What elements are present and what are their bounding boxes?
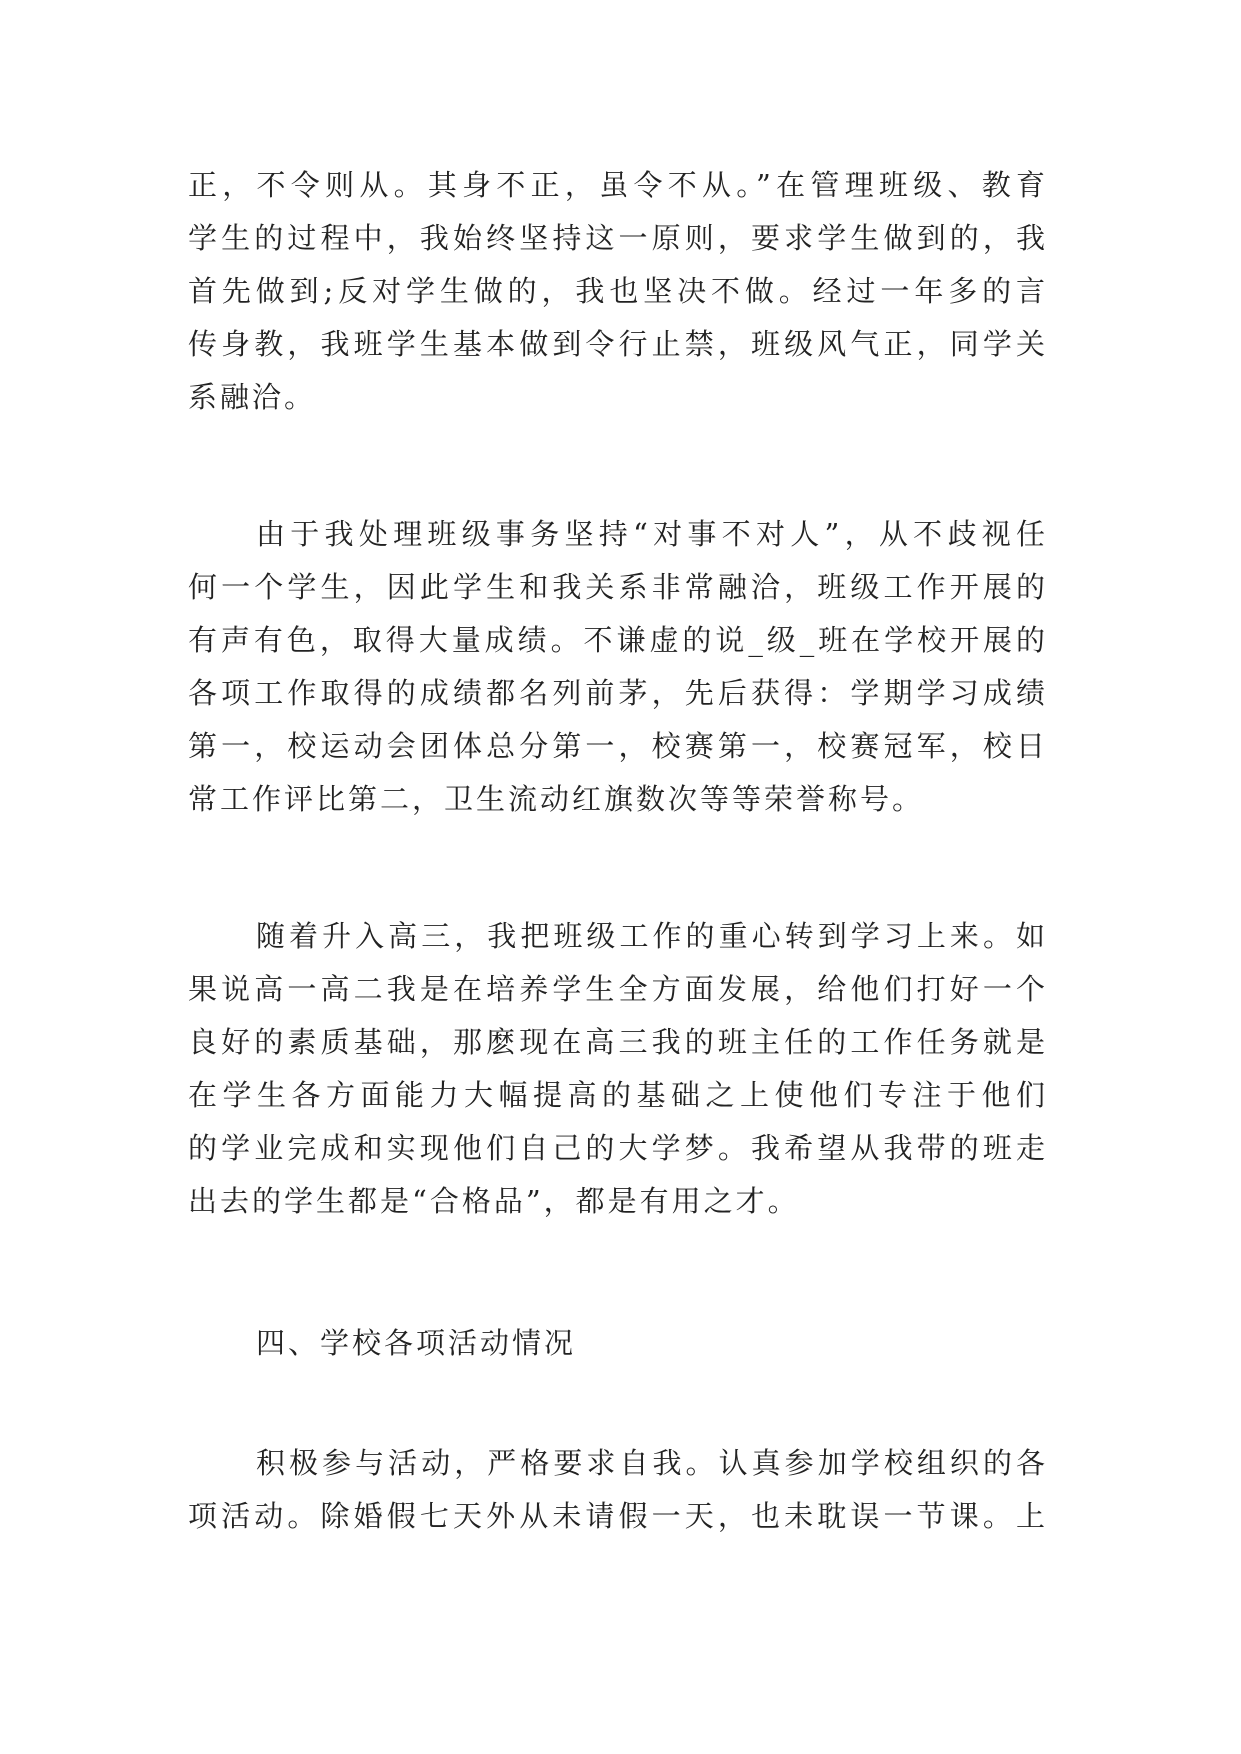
text-line: 积极参与活动，严格要求自我。认真参加学校组织的各	[256, 1446, 1048, 1480]
text-line: 由于我处理班级事务坚持“对事不对人”，从不歧视任	[256, 517, 1048, 551]
paragraph-continuation	[188, 159, 1048, 424]
text-line: 随着升入高三，我把班级工作的重心转到学习上来。如	[256, 919, 1048, 953]
text-line: 有声有色，取得大量成绩。不谦虚的说_级_班在学校开展的	[188, 623, 1048, 657]
text-line: 何一个学生，因此学生和我关系非常融洽，班级工作开展的	[188, 570, 1048, 604]
text-line: 正，不令则从。其身不正，虽令不从。”在管理班级、教育	[188, 168, 1048, 202]
section-heading	[188, 1317, 1048, 1370]
text-line: 各项工作取得的成绩都名列前茅，先后获得：学期学习成绩	[188, 676, 1048, 710]
paragraph-activities	[188, 1437, 1048, 1543]
text-line: 常工作评比第二，卫生流动红旗数次等等荣誉称号。	[188, 782, 925, 816]
paragraph-senior-year	[188, 910, 1048, 1228]
text-line: 出去的学生都是“合格品”，都是有用之才。	[188, 1184, 800, 1218]
text-line: 良好的素质基础，那麽现在高三我的班主任的工作任务就是	[188, 1025, 1048, 1059]
heading-text: 四、学校各项活动情况	[256, 1326, 577, 1360]
text-line: 的学业完成和实现他们自己的大学梦。我希望从我带的班走	[188, 1131, 1048, 1165]
text-line: 第一，校运动会团体总分第一，校赛第一，校赛冠军，校日	[188, 729, 1048, 763]
paragraph-class-affairs	[188, 508, 1048, 826]
text-line: 传身教，我班学生基本做到令行止禁，班级风气正，同学关	[188, 327, 1048, 361]
text-line: 系融洽。	[188, 380, 317, 414]
text-line: 果说高一高二我是在培养学生全方面发展，给他们打好一个	[188, 972, 1048, 1006]
text-line: 首先做到;反对学生做的，我也坚决不做。经过一年多的言	[188, 274, 1048, 308]
text-line: 学生的过程中，我始终坚持这一原则，要求学生做到的，我	[188, 221, 1048, 255]
text-line: 项活动。除婚假七天外从未请假一天，也未耽误一节课。上	[188, 1499, 1048, 1533]
text-line: 在学生各方面能力大幅提高的基础之上使他们专注于他们	[188, 1078, 1048, 1112]
